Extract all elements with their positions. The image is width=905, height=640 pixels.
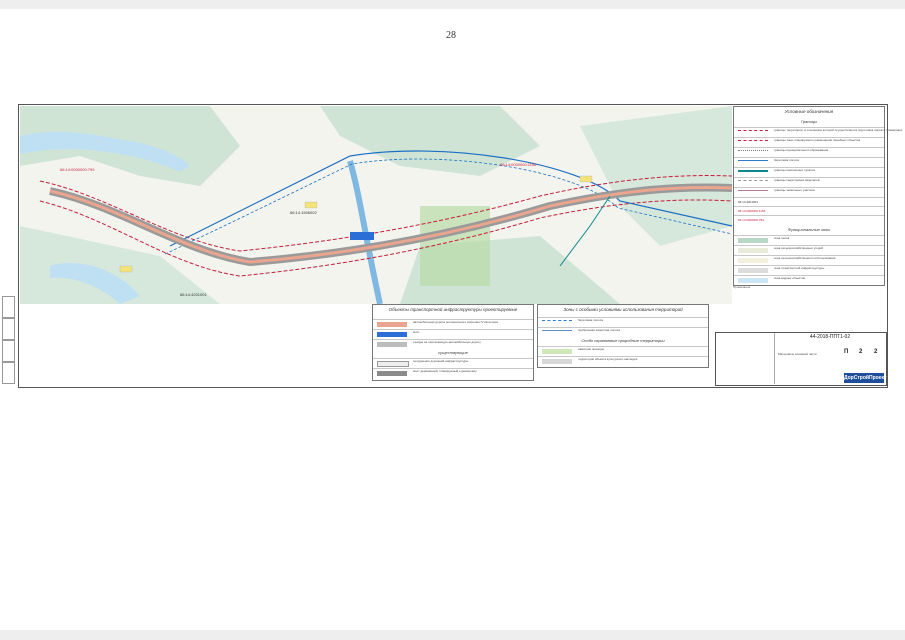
legend-swatch bbox=[542, 359, 572, 364]
legend-row bbox=[734, 215, 884, 225]
legend-row: сооружения дорожной инфраструктуры bbox=[373, 358, 533, 368]
legend-swatch bbox=[738, 258, 768, 263]
legend-swatch bbox=[738, 248, 768, 253]
legend-swatch bbox=[738, 180, 768, 185]
legend-zone-row: зона водных объектов bbox=[734, 275, 884, 285]
legend-swatch bbox=[542, 320, 572, 325]
legend-zones-special bbox=[537, 304, 709, 368]
legend-main bbox=[733, 106, 903, 286]
legend-row: памятник природы bbox=[538, 346, 708, 356]
legend-special-title: Зоны с особыми условиями использования территорий bbox=[563, 307, 683, 312]
legend-transport bbox=[372, 304, 534, 381]
legend-row: границы кадастровых кварталов bbox=[734, 177, 884, 187]
callout bbox=[120, 266, 132, 272]
title-block bbox=[715, 332, 887, 386]
legend-swatch bbox=[738, 130, 768, 135]
drawing-title: Материалы основной части bbox=[778, 352, 817, 356]
legend-swatch bbox=[377, 322, 407, 327]
legend-row: прибрежная защитная полоса bbox=[538, 327, 708, 337]
legend-swatch bbox=[377, 361, 409, 367]
drawing-code: 44-2018-ППТ1-02 bbox=[809, 334, 851, 340]
notes-title: Примечания bbox=[733, 285, 751, 289]
legend-swatch bbox=[377, 371, 407, 376]
legend-row: границы зоны планируемого размещения линейных объектов bbox=[734, 137, 884, 147]
sheet-numbers bbox=[842, 349, 884, 363]
legend-title: Условные обозначения bbox=[784, 109, 834, 114]
legend-zone-row: зона лесов bbox=[734, 235, 884, 245]
legend-swatch bbox=[377, 342, 407, 347]
margin-cell bbox=[2, 318, 15, 340]
legend-swatch: 66:14:0000000:1156 bbox=[738, 209, 766, 213]
binding-margin bbox=[0, 296, 16, 384]
legend-row: береговая полоса bbox=[734, 157, 884, 167]
map-area bbox=[20, 106, 732, 304]
legend-transport-title: Объекты транспортной инфраструктуры проектируемые bbox=[388, 307, 518, 312]
legend-row: границы земельных участков bbox=[734, 187, 884, 197]
legend-swatch bbox=[377, 332, 407, 337]
sheets-value: 2 bbox=[874, 349, 878, 355]
legend-row: автомобильная дорога регионального значения IV категории bbox=[373, 319, 533, 329]
legend-row: съезды на прилегающую автомобильную дорогу bbox=[373, 339, 533, 349]
legend-transport-subtitle: существующие bbox=[438, 350, 468, 355]
legend-section-borders: Границы bbox=[800, 119, 818, 124]
legend-section-zones: Функциональные зоны bbox=[787, 227, 831, 232]
legend-row: мост деревянный, планируемый к демонтажу bbox=[373, 368, 533, 378]
cadastral-label: 66:14:4201001 bbox=[180, 292, 207, 297]
legend-swatch bbox=[738, 160, 768, 165]
cadastral-label: 66:14:0000000:1156 bbox=[500, 162, 537, 167]
legend-zone-row: зона транспортной инфраструктуры bbox=[734, 265, 884, 275]
margin-cell bbox=[2, 296, 15, 318]
legend-swatch: 66:14:0000000:799 bbox=[738, 218, 764, 222]
callout bbox=[305, 202, 317, 208]
legend-swatch bbox=[542, 349, 572, 354]
legend-row: границы муниципального образования bbox=[734, 147, 884, 157]
legend-swatch bbox=[738, 278, 768, 283]
protected-area bbox=[420, 206, 490, 286]
legend-swatch bbox=[738, 238, 768, 243]
legend-swatch bbox=[738, 268, 768, 273]
page-number: 28 bbox=[446, 30, 456, 41]
legend-swatch bbox=[738, 140, 768, 145]
legend-row: береговая полоса bbox=[538, 317, 708, 327]
legend-row: границы населенных пунктов bbox=[734, 167, 884, 177]
margin-cell bbox=[2, 340, 15, 362]
callout bbox=[580, 176, 592, 182]
cadastral-label: 66:14:1506002 bbox=[290, 210, 317, 215]
legend-special-subtitle: Особо охраняемые природные территории bbox=[581, 338, 665, 343]
legend-swatch bbox=[542, 330, 572, 335]
company-logo: ДорСтройПроект bbox=[844, 375, 887, 381]
legend-row: территория объекта культурного наследия bbox=[538, 356, 708, 366]
legend-swatch bbox=[738, 170, 768, 176]
legend-swatch bbox=[738, 150, 768, 155]
legend-swatch: 66:14:4201001 bbox=[738, 200, 759, 204]
sheet-value: 2 bbox=[859, 349, 863, 355]
stage-value: П bbox=[844, 349, 849, 355]
signature-grid bbox=[716, 333, 775, 384]
notes bbox=[733, 285, 883, 333]
bridge bbox=[350, 232, 374, 240]
legend-zone-row: зона сельскохозяйственного использования bbox=[734, 255, 884, 265]
legend-zone-row: зона сельскохозяйственных угодий bbox=[734, 245, 884, 255]
margin-cell bbox=[2, 362, 15, 384]
cadastral-label: 66:14:0000000:799 bbox=[60, 167, 95, 172]
legend-row: мост bbox=[373, 329, 533, 339]
legend-row: границы территории, в отношении которой осуществляется подготовка проекта планировки bbox=[734, 127, 884, 137]
bottom-bar bbox=[0, 630, 905, 640]
legend-swatch bbox=[738, 190, 768, 195]
top-bar bbox=[0, 0, 905, 9]
